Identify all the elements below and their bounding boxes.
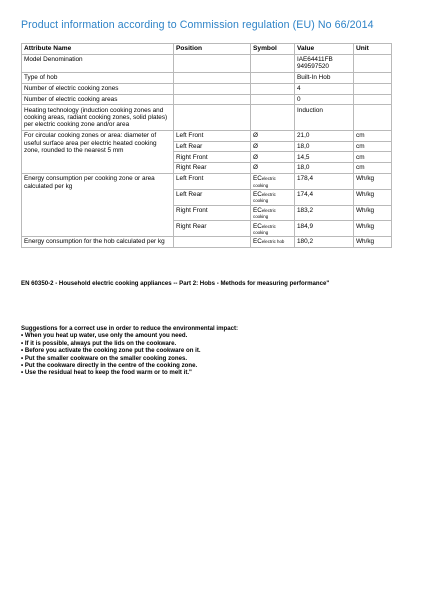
row-position <box>174 83 251 94</box>
symbol-main: EC <box>253 222 262 230</box>
list-item: • When you heat up water, use only the amount you need. <box>21 332 188 340</box>
model-number: IAE64411FB <box>297 55 333 63</box>
row-value: 184,9 <box>295 221 354 237</box>
table-row <box>22 72 392 83</box>
row-attribute: Type of hob <box>22 72 174 83</box>
row-value: 178,4 <box>295 174 354 190</box>
row-value: Built-In Hob <box>295 72 354 83</box>
suggestions-heading: Suggestions for a correct use in order to reduce the environmental impact: <box>21 325 239 332</box>
row-unit: Wh/kg <box>354 205 392 221</box>
row-symbol <box>251 237 295 248</box>
list-item: • Put the cookware directly in the centre of the cooking zone. <box>21 362 198 370</box>
standard-reference: EN 60350-2 - Household electric cooking appliances -- Part 2: Hobs - Methods for measuring performance" <box>21 280 330 287</box>
table-row <box>22 105 392 131</box>
row-symbol <box>251 72 295 83</box>
row-unit: Wh/kg <box>354 189 392 205</box>
list-item: • Before you activate the cooking zone put the cookware on it. <box>21 347 201 355</box>
symbol-main: EC <box>253 238 262 246</box>
row-value: Induction <box>295 105 354 131</box>
header-attribute: Attribute Name <box>22 44 174 55</box>
row-value: 4 <box>295 83 354 94</box>
row-position <box>174 54 251 72</box>
row-position <box>174 94 251 105</box>
row-position: Right Front <box>174 205 251 221</box>
symbol-sub: electric <box>261 223 276 229</box>
row-symbol <box>251 189 295 205</box>
row-unit: cm <box>354 163 392 174</box>
row-symbol <box>251 105 295 131</box>
row-attribute: For circular cooking zones or area: diameter of useful surface area per electric heated cooking zone, rounded to the nearest 5 mm <box>22 130 174 173</box>
row-value: 18,0 <box>295 141 354 152</box>
table-row <box>22 54 392 72</box>
row-symbol <box>251 94 295 105</box>
list-item: • If it is possible, always put the lids on the cookware. <box>21 339 177 347</box>
row-symbol <box>251 174 295 190</box>
table-row <box>22 237 392 248</box>
row-symbol: Ø <box>251 152 295 163</box>
symbol-main: EC <box>253 191 262 198</box>
table-row <box>22 94 392 105</box>
table-row <box>22 130 392 141</box>
row-value <box>295 54 354 72</box>
row-unit <box>354 105 392 131</box>
row-attribute: Number of electric cooking areas <box>22 94 174 105</box>
row-unit <box>354 72 392 83</box>
symbol-sub: electric <box>261 176 276 182</box>
row-unit: cm <box>354 152 392 163</box>
symbol-sub: cooking <box>253 229 269 235</box>
list-item: • Put the smaller cookware on the smaller cooking zones. <box>21 354 188 362</box>
row-attribute: Model Denomination <box>22 54 174 72</box>
row-position: Left Front <box>174 130 251 141</box>
symbol-sub: electric hob <box>261 239 285 245</box>
symbol-sub: cooking <box>253 214 269 220</box>
row-position: Left Rear <box>174 189 251 205</box>
row-value: 0 <box>295 94 354 105</box>
row-value: 21,0 <box>295 130 354 141</box>
row-value: 180,2 <box>295 237 354 248</box>
symbol-main: EC <box>253 206 262 214</box>
row-value: 174,4 <box>295 189 354 205</box>
row-unit: cm <box>354 130 392 141</box>
row-unit: Wh/kg <box>354 221 392 237</box>
list-item: • Use the residual heat to keep the food warm or to melt it." <box>21 369 192 377</box>
row-unit: Wh/kg <box>354 237 392 248</box>
row-attribute: Energy consumption per cooking zone or area calculated per kg <box>22 174 174 237</box>
row-position: Right Front <box>174 152 251 163</box>
row-symbol: Ø <box>251 130 295 141</box>
symbol-sub: cooking <box>253 182 269 188</box>
row-unit: Wh/kg <box>354 174 392 190</box>
row-position: Right Rear <box>174 163 251 174</box>
table-header-row <box>22 44 392 55</box>
row-unit <box>354 83 392 94</box>
symbol-sub: electric <box>261 207 276 213</box>
row-symbol <box>251 54 295 72</box>
row-value: 183,2 <box>295 205 354 221</box>
symbol-main: EC <box>253 175 262 183</box>
row-position: Left Rear <box>174 141 251 152</box>
header-position: Position <box>174 44 251 55</box>
row-attribute: Energy consumption for the hob calculated per kg <box>22 237 174 248</box>
row-position <box>174 105 251 131</box>
row-symbol <box>251 221 295 237</box>
row-unit: cm <box>354 141 392 152</box>
table-row <box>22 83 392 94</box>
row-position: Left Front <box>174 174 251 190</box>
product-number: 949597520 <box>297 63 329 71</box>
row-position <box>174 72 251 83</box>
symbol-sub: electric <box>261 192 276 197</box>
page-title: Product information according to Commission regulation (EU) No 66/2014 <box>21 19 374 31</box>
row-attribute: Heating technology (induction cooking zones and cooking areas, radiant cooking zones, solid plates) per electric cooking zone and/or area <box>22 105 174 131</box>
row-unit <box>354 54 392 72</box>
row-position: Right Rear <box>174 221 251 237</box>
product-info-table <box>21 43 392 248</box>
environment-suggestions <box>21 325 238 377</box>
row-symbol: Ø <box>251 163 295 174</box>
row-symbol <box>251 205 295 221</box>
table-row <box>22 174 392 190</box>
header-symbol: Symbol <box>251 44 295 55</box>
row-unit <box>354 94 392 105</box>
row-attribute: Number of electric cooking zones <box>22 83 174 94</box>
header-unit: Unit <box>354 44 392 55</box>
row-symbol: Ø <box>251 141 295 152</box>
row-value: 18,0 <box>295 163 354 174</box>
symbol-sub: cooking <box>253 198 269 204</box>
row-position <box>174 237 251 248</box>
row-value: 14,5 <box>295 152 354 163</box>
row-symbol <box>251 83 295 94</box>
header-value: Value <box>295 44 354 55</box>
